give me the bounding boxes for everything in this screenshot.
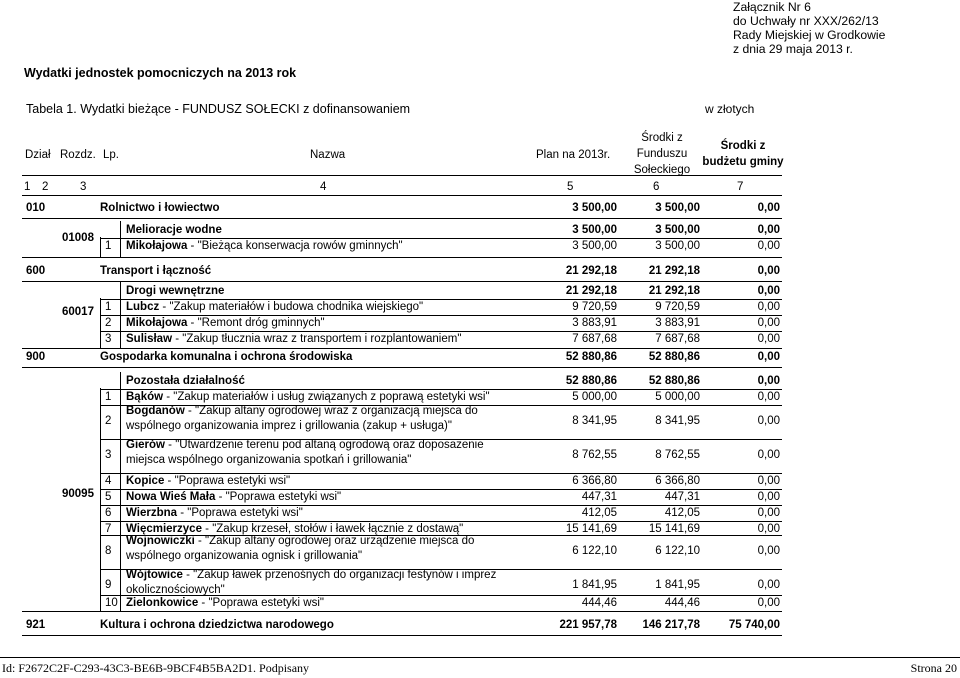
column-number-6: 6 [653, 181, 660, 193]
item-lp: 2 [105, 415, 112, 427]
item-name [126, 404, 521, 434]
column-number-4: 4 [320, 181, 327, 193]
amount-budzet: 0,00 [757, 351, 780, 363]
group-rule [22, 348, 782, 349]
amount-plan: 1 841,95 [572, 579, 617, 591]
unit-label: w złotych [705, 102, 755, 116]
amount-plan: 8 762,55 [572, 449, 617, 461]
section-rule [22, 218, 782, 219]
amount-plan: 444,46 [581, 597, 617, 609]
item-description: - "Remont dróg gminnych" [187, 317, 325, 329]
amount-fundusz: 447,31 [664, 491, 700, 503]
item-lp: 4 [105, 475, 112, 487]
amount-budzet: 0,00 [757, 317, 780, 329]
amount-plan: 6 122,10 [572, 545, 617, 557]
amount-budzet: 0,00 [757, 491, 780, 503]
item-name [126, 332, 461, 346]
amount-plan: 9 720,59 [572, 301, 617, 313]
item-name [126, 506, 303, 520]
attachment-line-2: do Uchwały nr XXX/262/13 [733, 14, 879, 28]
amount-fundusz: 3 500,00 [655, 224, 700, 236]
item-name [126, 239, 403, 253]
item-description: - "Zakup ławek przenośnych do organizacji festynów i imprez okolicznościowych" [126, 569, 497, 596]
amount-fundusz: 1 841,95 [655, 579, 700, 591]
amount-budzet: 0,00 [757, 375, 780, 387]
attachment-line-4: z dnia 29 maja 2013 r. [733, 42, 853, 56]
amount-fundusz: 3 500,00 [655, 240, 700, 252]
village-name: Mikołajowa [126, 317, 188, 329]
village-name: Zielonkowice [126, 597, 199, 609]
item-name [126, 490, 341, 504]
village-name: Bogdanów [126, 405, 185, 417]
amount-plan: 3 883,91 [572, 317, 617, 329]
item-name [126, 474, 290, 488]
page-title: Wydatki jednostek pomocniczych na 2013 rok [24, 66, 297, 80]
header-fundusz-2: Funduszu [636, 148, 688, 160]
item-lp: 3 [105, 449, 112, 461]
header-fundusz-3: Sołeckiego [633, 164, 691, 176]
item-description: - "Zakup materiałów i budowa chodnika wiejskiego" [159, 301, 424, 313]
footer-id: Id: F2672C2F-C293-43C3-BE6B-9BCF4B5BA2D1. Podpisany [2, 661, 310, 675]
footer-page: Strona 20 [910, 661, 957, 675]
amount-budzet: 0,00 [757, 415, 780, 427]
amount-fundusz: 52 880,86 [648, 375, 700, 387]
village-name: Wójtowice [126, 569, 183, 581]
item-name [126, 390, 490, 404]
item-name [126, 568, 521, 598]
amount-fundusz: 15 141,69 [648, 523, 700, 535]
amount-budzet: 0,00 [757, 301, 780, 313]
item-lp: 9 [105, 579, 112, 591]
item-lp: 3 [105, 333, 112, 345]
item-lp: 8 [105, 545, 112, 557]
amount-budzet: 75 740,00 [728, 619, 780, 631]
subsection-name: Melioracje wodne [126, 224, 222, 236]
amount-plan: 3 500,00 [572, 224, 617, 236]
amount-fundusz: 6 122,10 [655, 545, 700, 557]
name-divider [120, 372, 121, 611]
item-name [126, 534, 521, 564]
section-rule [22, 635, 782, 636]
village-name: Gierów [126, 439, 165, 451]
amount-budzet: 0,00 [757, 391, 780, 403]
section-rule [22, 281, 782, 282]
amount-fundusz: 412,05 [664, 507, 700, 519]
item-description: - "Zakup tłucznia wraz z transportem i rozplantowaniem" [172, 333, 462, 345]
section-dzial: 600 [26, 265, 46, 277]
amount-fundusz: 444,46 [664, 597, 700, 609]
subsection-name: Drogi wewnętrzne [126, 285, 225, 297]
item-lp: 10 [105, 597, 118, 609]
amount-budzet: 0,00 [757, 507, 780, 519]
amount-plan: 15 141,69 [565, 523, 617, 535]
amount-budzet: 0,00 [757, 202, 780, 214]
footer-rule [0, 657, 960, 658]
header-rozdz: Rozdz. [60, 149, 96, 161]
amount-plan: 412,05 [581, 507, 617, 519]
item-name [126, 438, 521, 468]
section-dzial: 010 [26, 202, 46, 214]
group-rule [22, 257, 782, 258]
item-description: - "Zakup materiałów i usług związanych z poprawą estetyki wsi" [163, 391, 490, 403]
amount-fundusz: 52 880,86 [648, 351, 700, 363]
amount-plan: 21 292,18 [565, 285, 617, 297]
village-name: Nowa Wieś Mała [126, 491, 216, 503]
amount-budzet: 0,00 [757, 240, 780, 252]
column-number-5: 5 [567, 181, 574, 193]
village-name: Bąków [126, 391, 164, 403]
lp-divider [100, 298, 101, 348]
amount-fundusz: 8 341,95 [655, 415, 700, 427]
amount-fundusz: 9 720,59 [655, 301, 700, 313]
amount-fundusz: 21 292,18 [648, 285, 700, 297]
item-name [126, 596, 324, 610]
section-name: Gospodarka komunalna i ochrona środowiska [100, 351, 353, 363]
lp-divider [100, 237, 101, 257]
group-rule [22, 611, 782, 612]
item-description: - "Poprawa estetyki wsi" [177, 507, 303, 519]
village-name: Mikołajowa [126, 240, 188, 252]
section-dzial: 921 [26, 619, 46, 631]
amount-budzet: 0,00 [757, 449, 780, 461]
amount-plan: 5 000,00 [572, 391, 617, 403]
item-lp: 1 [105, 240, 112, 252]
amount-plan: 21 292,18 [565, 265, 617, 277]
column-number-1: 1 [24, 181, 31, 193]
amount-plan: 3 500,00 [572, 240, 617, 252]
village-name: Kopice [126, 475, 165, 487]
item-lp: 5 [105, 491, 112, 503]
amount-plan: 221 957,78 [559, 619, 617, 631]
item-description: - "Poprawa estetyki wsi" [164, 475, 291, 487]
item-description: - "Poprawa estetyki wsi" [198, 597, 324, 609]
section-rule [22, 367, 782, 368]
attachment-line-3: Rady Miejskiej w Grodkowie [733, 28, 886, 42]
amount-plan: 447,31 [581, 491, 617, 503]
item-description: - "Bieżąca konserwacja rowów gminnych" [187, 240, 403, 252]
village-name: Lubcz [126, 301, 160, 313]
section-dzial: 900 [26, 351, 46, 363]
item-lp: 7 [105, 523, 112, 535]
amount-plan: 7 687,68 [572, 333, 617, 345]
village-name: Sulisław [126, 333, 173, 345]
amount-budzet: 0,00 [757, 333, 780, 345]
village-name: Więcmierzyce [126, 523, 202, 535]
rozdzial-code: 01008 [62, 232, 94, 244]
amount-budzet: 0,00 [757, 224, 780, 236]
amount-fundusz: 21 292,18 [648, 265, 700, 277]
amount-plan: 52 880,86 [565, 375, 617, 387]
header-rule-2 [22, 195, 782, 196]
header-budzet-2: budżetu gminy [702, 156, 784, 168]
amount-plan: 52 880,86 [565, 351, 617, 363]
name-divider [120, 221, 121, 257]
header-dzial: Dział [25, 149, 51, 161]
header-rule [22, 175, 782, 176]
amount-budzet: 0,00 [757, 523, 780, 535]
village-name: Wierzbna [126, 507, 178, 519]
amount-budzet: 0,00 [757, 285, 780, 297]
amount-fundusz: 6 366,80 [655, 475, 700, 487]
village-name: Wojnowiczki [126, 535, 195, 547]
header-budzet-1: Środki z [720, 140, 766, 152]
item-lp: 1 [105, 301, 112, 313]
subsection-name: Pozostała działalność [126, 375, 245, 387]
column-number-2: 2 [42, 181, 49, 193]
section-name: Transport i łączność [100, 265, 212, 277]
amount-fundusz: 8 762,55 [655, 449, 700, 461]
rozdzial-code: 60017 [62, 306, 94, 318]
item-description: - "Zakup altany ogrodowej wraz z organizacją miejsca do wspólnego organizowania imprez i grillowania (zakup + usługa)" [126, 405, 478, 432]
amount-budzet: 0,00 [757, 545, 780, 557]
column-number-3: 3 [80, 181, 87, 193]
table-title: Tabela 1. Wydatki bieżące - FUNDUSZ SOŁECKI z dofinansowaniem [26, 102, 411, 116]
lp-divider [100, 388, 101, 611]
item-name [126, 316, 325, 330]
item-description: - "Zakup krzeseł, stołów i ławek łącznie z dostawą" [201, 523, 464, 535]
amount-budzet: 0,00 [757, 475, 780, 487]
item-description: - "Zakup altany ogrodowej oraz urządzenie miejsca do wspólnego organizowania ognisk i grillowania" [126, 535, 475, 562]
amount-fundusz: 146 217,78 [642, 619, 700, 631]
item-lp: 2 [105, 317, 112, 329]
amount-plan: 8 341,95 [572, 415, 617, 427]
item-name [126, 300, 423, 314]
item-description: - "Utwardzenie terenu pod altaną ogrodową oraz doposażenie miejsca wspólnego organizowania spotkań i grillowania" [126, 439, 484, 466]
attachment-line-1: Załącznik Nr 6 [733, 0, 811, 14]
amount-plan: 3 500,00 [572, 202, 617, 214]
section-name: Kultura i ochrona dziedzictwa narodowego [100, 619, 334, 631]
header-nazwa: Nazwa [310, 149, 346, 161]
amount-fundusz: 7 687,68 [655, 333, 700, 345]
amount-plan: 6 366,80 [572, 475, 617, 487]
item-lp: 6 [105, 507, 112, 519]
header-lp: Lp. [103, 149, 119, 161]
amount-fundusz: 5 000,00 [655, 391, 700, 403]
item-description: - "Poprawa estetyki wsi" [215, 491, 342, 503]
header-plan: Plan na 2013r. [536, 149, 611, 161]
rozdzial-code: 90095 [62, 488, 94, 500]
amount-budzet: 0,00 [757, 597, 780, 609]
amount-budzet: 0,00 [757, 579, 780, 591]
amount-budzet: 0,00 [757, 265, 780, 277]
attachment-header [733, 0, 885, 56]
section-name: Rolnictwo i łowiectwo [100, 202, 220, 214]
amount-fundusz: 3 883,91 [655, 317, 700, 329]
amount-fundusz: 3 500,00 [655, 202, 700, 214]
item-lp: 1 [105, 391, 112, 403]
column-number-7: 7 [737, 181, 744, 193]
header-fundusz-1: Środki z [641, 132, 683, 144]
